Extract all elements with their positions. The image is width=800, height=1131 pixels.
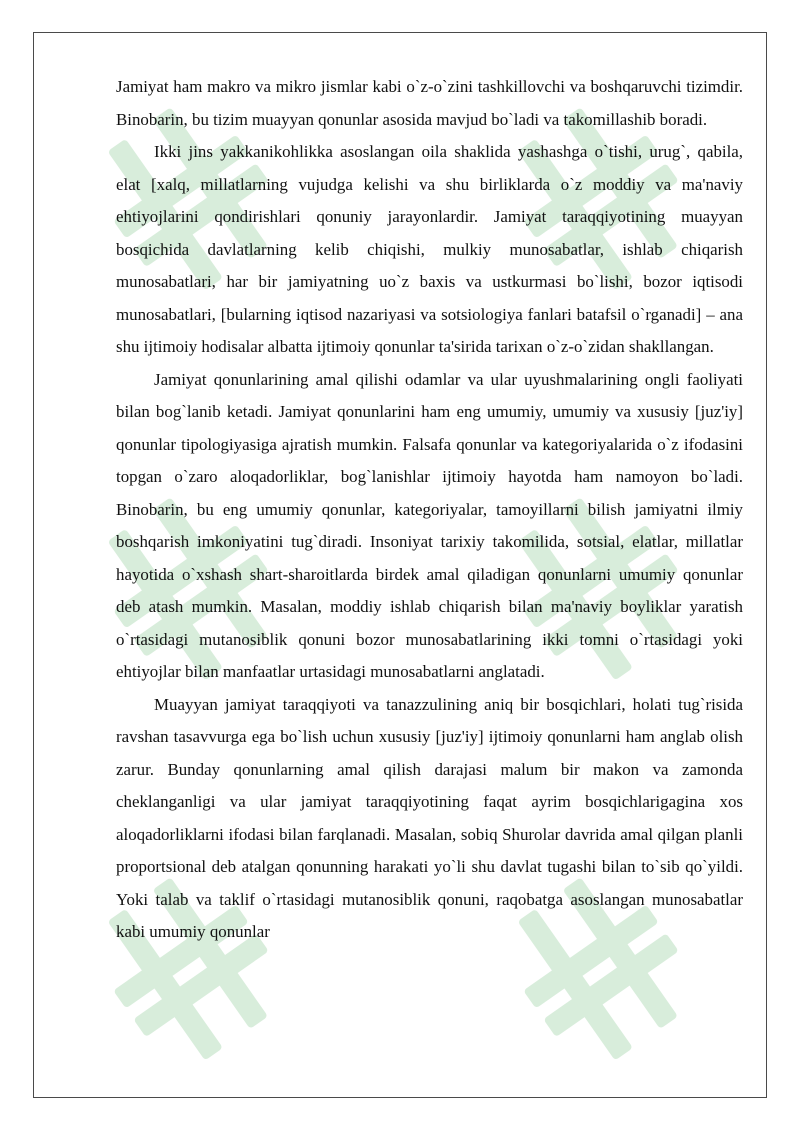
- paragraph-2: Ikki jins yakkanikohlikka asoslangan oila shaklida yashashga o`tishi, urug`, qabila, elat [xalq, millatlarning vujudga kelishi va shu birliklarda o`z moddiy va ma'naviy ehtiyojlarini qondirishlari qonuniy jarayonlardir. Jamiyat taraqqiyotining muayyan bosqichida davlatlarning kelib chiqishi, mulkiy munosabatlar, ishlab chiqarish munosabatlari, har bir jamiyatning uo`z baxis va ustkurmasi bo`lishi, bozor iqtisodi munosabatlari, [bularning iqtisod nazariyasi va sotsiologiya fanlari batafsil o`rganadi] – ana shu ijtimoiy hodisalar albatta ijtimoiy qonunlar ta'sirida tarixan o`z-o`zidan shakllangan.: [116, 142, 743, 356]
- paragraph-3: Jamiyat qonunlarining amal qilishi odamlar va ular uyushmalarining ongli faoliyati bilan bog`lanib ketadi. Jamiyat qonunlarini ham eng umumiy, umumiy va xususiy [juz'iy] qonunlar tipologiyasiga ajratish mumkin. Falsafa qonunlar va kategoriyalarida o`z ifodasini topgan o`zaro aloqadorliklar, bog`lanishlar ijtimoiy hayotda ham namoyon bo`ladi. Binobarin, bu eng umumiy qonunlar, kategoriyalar, tamoyillarni bilish jamiyatni ilmiy boshqarish imkoniyatini tug`diradi. Insoniyat tarixiy takomilida, sotsial, elatlar, millatlar hayotida o`xshash shart-sharoitlarda birdek amal qiladigan qonunlarni umumiy qonunlar deb atash mumkin. Masalan, moddiy ishlab chiqarish bilan ma'naviy boyliklar yaratish o`rtasidagi mutanosiblik qonuni bozor munosabatlarining ikki tomni o`rtasidagi yoki ehtiyojlar bilan manfaatlar urtasidagi munosabatlarni anglatadi.: [116, 369, 743, 681]
- paragraph-4: Muayyan jamiyat taraqqiyoti va tanazzulining aniq bir bosqichlari, holati tug`risida ravshan tasavvurga ega bo`lish uchun xususiy [juz'iy] ijtimoiy qonunlarni ham anglab olish zarur. Bunday qonunlarning amal qilish darajasi malum bir makon va zamonda cheklanganligi va ular jamiyat taraqqiyotining faqat ayrim bosqichlarigagina xos aloqadorliklarni ifodasi bilan farqlanadi. Masalan, sobiq Shurolar davrida amal qilgan planli proportsional deb atalgan qonunning harakati yo`li shu davlat tugashi bilan to`sib qo`yildi. Yoki talab va taklif o`rtasidagi mutanosiblik qonuni, raqobatga asoslangan munosabatlar kabi umumiy qonunlar: [116, 694, 743, 941]
- document-body: [116, 71, 743, 949]
- paragraph-1: Jamiyat ham makro va mikro jismlar kabi o`z-o`zini tashkillovchi va boshqaruvchi tizimdir. Binobarin, bu tizim muayyan qonunlar asosida mavjud bo`ladi va takomillashib boradi.: [116, 77, 743, 129]
- page-frame: [33, 32, 767, 1098]
